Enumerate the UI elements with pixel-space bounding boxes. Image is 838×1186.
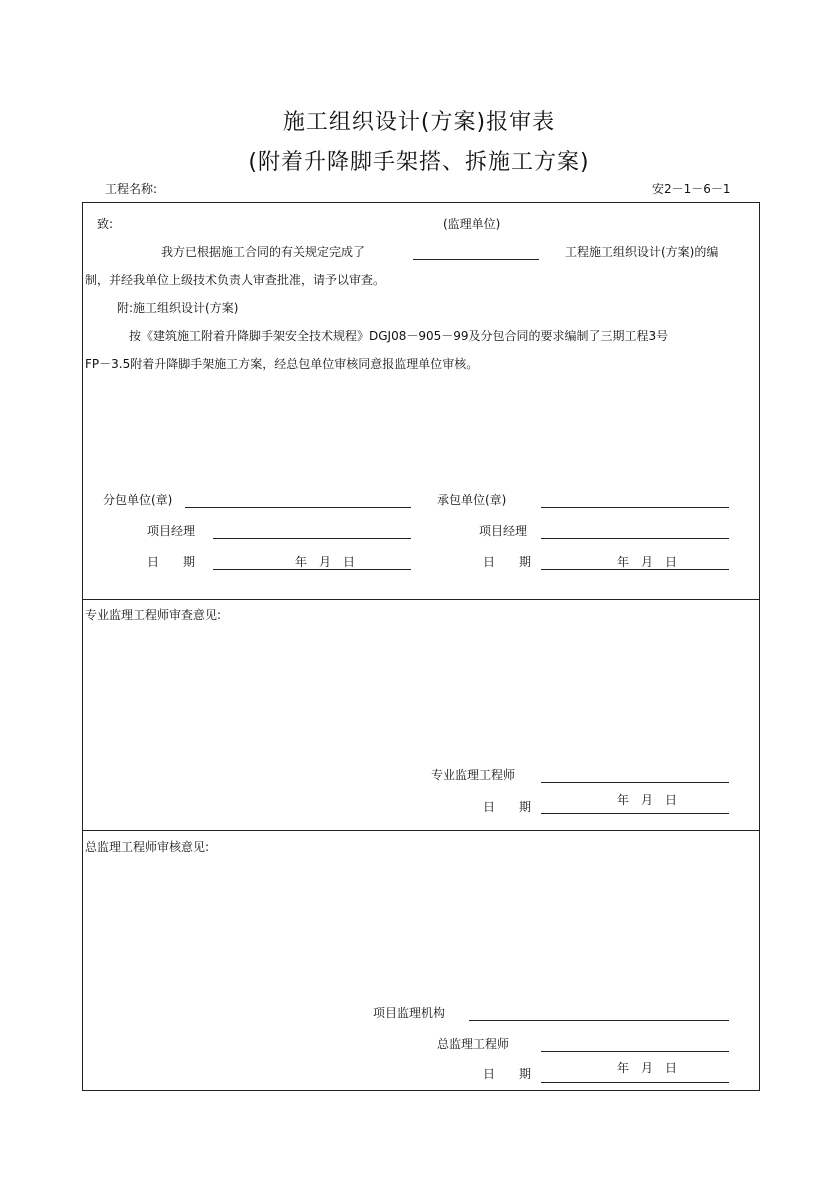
engineer-date-label: 日 期 [483,800,532,814]
ymd-right: 年 月 日 [617,555,678,569]
chief-date-label: 日 期 [483,1067,532,1081]
line1-start: 我方已根据施工合同的有关规定完成了 [161,245,366,259]
line2: 制，并经我单位上级技术负责人审查批准，请予以审查。 [85,273,386,287]
org-line[interactable] [469,1020,729,1021]
to-label: 致: [97,217,114,231]
subcontractor-label: 分包单位(章) [103,493,173,507]
engineer-review-heading: 专业监理工程师审查意见: [85,608,222,622]
contractor-line[interactable] [541,507,729,508]
body-line1: 按《建筑施工附着升降脚手架安全技术规程》DGJ08－905－99及分包合同的要求编制了三期工程3号 [129,329,669,343]
pm-right-label: 项目经理 [479,524,528,538]
page-subtitle: (附着升降脚手架搭、拆施工方案) [248,150,590,175]
engineer-review-section [82,599,760,831]
page-title: 施工组织设计(方案)报审表 [282,110,556,135]
attachment: 附:施工组织设计(方案) [117,301,239,315]
date-right-label: 日 期 [483,555,532,569]
supervisor-unit: (监理单位) [443,217,501,231]
form-code: 安2－1－6－1 [652,182,731,196]
engineer-line[interactable] [541,782,729,783]
project-name-label: 工程名称: [105,182,158,196]
chief-date-line[interactable] [541,1082,729,1083]
pm-left-label: 项目经理 [147,524,196,538]
org-label: 项目监理机构 [373,1006,446,1020]
application-section [82,202,760,600]
chief-line[interactable] [541,1051,729,1052]
body-line2: FP－3.5附着升降脚手架施工方案，经总包单位审核同意报监理单位审核。 [85,357,479,371]
line1-end: 工程施工组织设计(方案)的编 [565,245,719,259]
chief-review-heading: 总监理工程师审核意见: [85,840,210,854]
ymd-left: 年 月 日 [295,555,356,569]
subcontractor-line[interactable] [185,507,411,508]
chief-ymd: 年 月 日 [617,1061,678,1075]
chief-review-section [82,830,760,1091]
engineer-label: 专业监理工程师 [431,768,516,782]
pm-right-line[interactable] [541,538,729,539]
chief-label: 总监理工程师 [437,1037,510,1051]
contractor-label: 承包单位(章) [437,493,507,507]
pm-left-line[interactable] [213,538,411,539]
engineer-ymd: 年 月 日 [617,793,678,807]
project-blank-line[interactable] [413,259,539,260]
date-left-label: 日 期 [147,555,196,569]
engineer-date-line[interactable] [541,813,729,814]
